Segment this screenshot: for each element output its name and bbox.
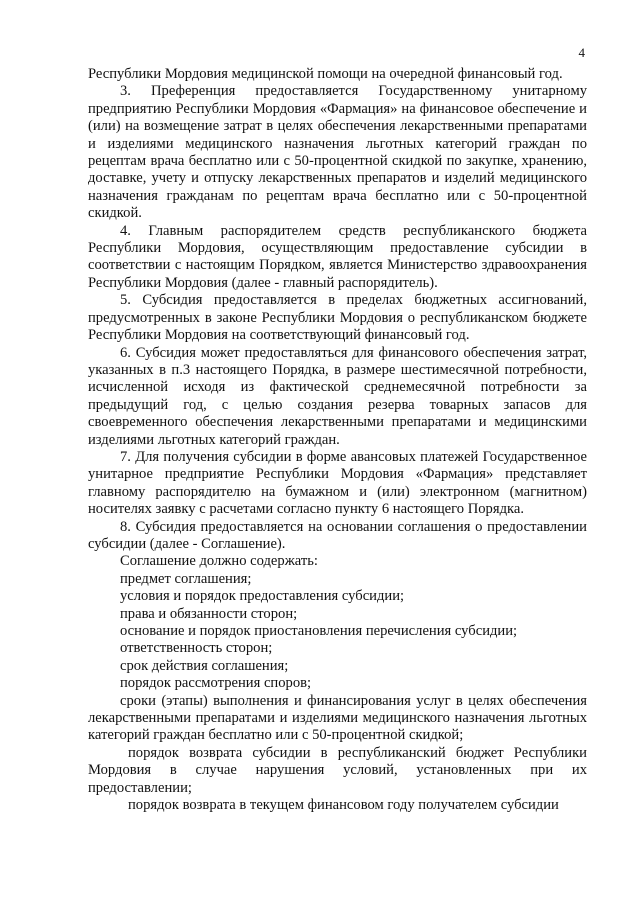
agreement-item-terms: сроки (этапы) выполнения и финансирования услуг в целях обеспечения лекарственными препаратами и изделиями медицинского назначения льготных категорий граждан бесплатно или с 50-процентной скидкой; [88, 692, 587, 744]
paragraph-8: 8. Субсидия предоставляется на основании соглашения о предоставлении субсидии (далее - Соглашение). [88, 518, 587, 552]
paragraph-continuation: Республики Мордовия медицинской помощи на очередной финансовый год. [88, 66, 563, 82]
document-body [88, 66, 587, 814]
agreement-item-return-current-year: порядок возврата в текущем финансовом году получателем субсидии [128, 797, 559, 814]
agreement-item: условия и порядок предоставления субсидии; [120, 588, 405, 605]
paragraph-5: 5. Субсидия предоставляется в пределах бюджетных ассигнований, предусмотренных в законе Республики Мордовия о республиканском бюджете Республики Мордовия на соответствующий финансовый год. [88, 292, 587, 344]
agreement-item: предмет соглашения; [120, 570, 252, 587]
agreement-item: права и обязанности сторон; [120, 605, 298, 622]
paragraph-4: 4. Главным распорядителем средств республиканского бюджета Республики Мордовия, осуществляющим предоставление субсидии в соответствии с настоящим Порядком, является Министерство здравоохранения Республики Мордовия (далее - главный распорядитель). [88, 222, 587, 291]
page-number: 4 [578, 45, 585, 60]
agreement-lead: Соглашение должно содержать: [120, 553, 318, 570]
agreement-item: ответственность сторон; [120, 640, 273, 657]
agreement-item: основание и порядок приостановления перечисления субсидии; [120, 623, 518, 639]
paragraph-7: 7. Для получения субсидии в форме авансовых платежей Государственное унитарное предприятие Республики Мордовия «Фармация» представляет главному распорядителю на бумажном и (или) электронном (магнитном) носителях заявку с расчетами согласно пункту 6 настоящего Порядка. [88, 448, 587, 518]
agreement-item: срок действия соглашения; [120, 657, 289, 674]
agreement-item-return: порядок возврата субсидии в республиканский бюджет Республики Мордовия в случае нарушения условий, установленных при их предоставлении; [88, 744, 587, 796]
paragraph-6: 6. Субсидия может предоставляться для финансового обеспечения затрат, указанных в п.3 настоящего Порядка, в размере шестимесячной потребности, исчисленной исходя из фактической среднемесячной потребности за предыдущий год, с целью создания резерва товарных запасов для своевременного обеспечения лекарственными препаратами и медицинскими изделиями льготных категорий граждан. [88, 344, 587, 448]
paragraph-3: 3. Преференция предоставляется Государственному унитарному предприятию Республики Мордовия «Фармация» на финансовое обеспечение и (или) на возмещение затрат в целях обеспечения лекарственными препаратами и изделиями медицинского назначения льготных категорий граждан по рецептам врача бесплатно или с 50-процентной скидкой по закупке, хранению, доставке, учету и отпуску лекарственных препаратов и изделий медицинского назначения гражданам по рецептам врача бесплатно или с 50-процентной скидкой. [88, 83, 587, 222]
agreement-item: порядок рассмотрения споров; [120, 675, 312, 692]
